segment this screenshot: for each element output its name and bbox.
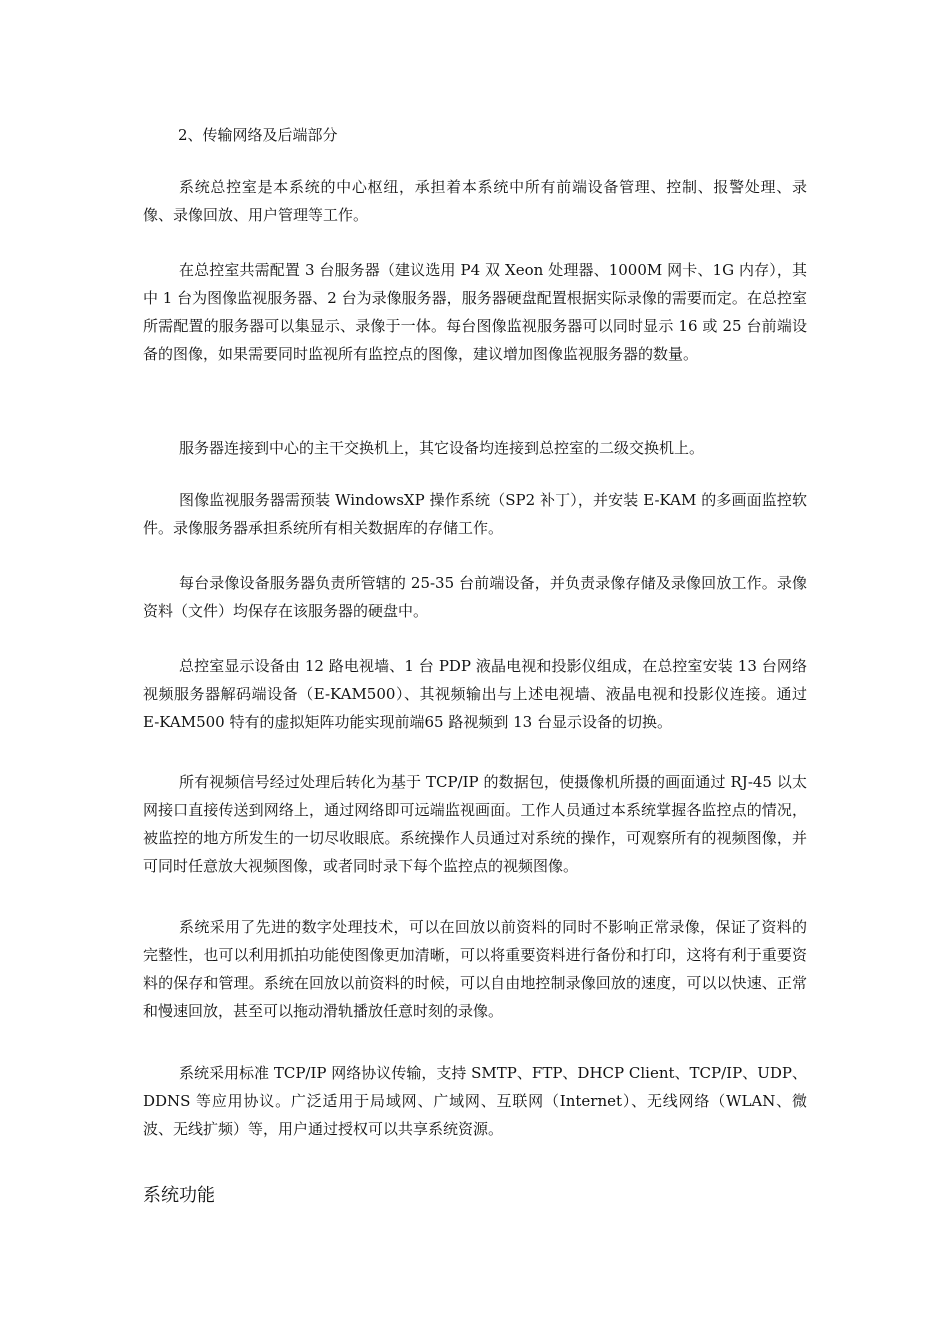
paragraph-protocols: 系统采用标准 TCP/IP 网络协议传输，支持 SMTP、FTP、DHCP Client、TCP/IP、UDP、DDNS 等应用协议。广泛适用于局域网、广域网、互联网（Internet）、无线网络（WLAN、微波、无线扩频）等，用户通过授权可以共享系统资源。 [143,1064,807,1138]
paragraph-servers: 在总控室共需配置 3 台服务器（建议选用 P4 双 Xeon 处理器、1000M 网卡、1G 内存），其中 1 台为图像监视服务器、2 台为录像服务器，服务器硬盘配置根据实际录像的需要而定。在总控室所需配置的服务器可以集显示、录像于一体。每台图像监视服务器可以同时显示 16 或 25 台前端设备的图像，如果需要同时监视所有监控点的图像，建议增加图像监视服务器的数量。 [143,261,807,363]
paragraph-digital-processing: 系统采用了先进的数字处理技术，可以在回放以前资料的同时不影响正常录像，保证了资料的完整性，也可以利用抓拍功能使图像更加清晰，可以将重要资料进行备份和打印，这将有利于重要资料的保存和管理。系统在回放以前资料的时候，可以自由地控制录像回放的速度，可以以快速、正常和慢速回放，甚至可以拖动滑轨播放任意时刻的录像。 [143,918,807,1020]
section-title: 系统功能 [143,1185,215,1206]
paragraph-control-room: 系统总控室是本系统的中心枢纽，承担着本系统中所有前端设备管理、控制、报警处理、录像、录像回放、用户管理等工作。 [143,178,807,224]
paragraph-monitoring-software: 图像监视服务器需预装 WindowsXP 操作系统（SP2 补丁），并安装 E-KAM 的多画面监控软件。录像服务器承担系统所有相关数据库的存储工作。 [143,491,807,537]
paragraph-video-signals: 所有视频信号经过处理后转化为基于 TCP/IP 的数据包，使摄像机所摄的画面通过 RJ-45 以太网接口直接传送到网络上，通过网络即可远端监视画面。工作人员通过本系统掌握各监控点的情况，被监控的地方所发生的一切尽收眼底。系统操作人员通过对系统的操作，可观察所有的视频图像，并可同时任意放大视频图像，或者同时录下每个监控点的视频图像。 [143,773,807,875]
paragraph-display-devices: 总控室显示设备由 12 路电视墙、1 台 PDP 液晶电视和投影仪组成，在总控室安装 13 台网络视频服务器解码端设备（E-KAM500）、其视频输出与上述电视墙、液晶电视和投影仪连接。通过 E-KAM500 特有的虚拟矩阵功能实现前端65 路视频到 13 台显示设备的切换。 [143,657,807,731]
subheading: 2、传输网络及后端部分 [178,126,338,144]
paragraph-recording-servers: 每台录像设备服务器负责所管辖的 25-35 台前端设备，并负责录像存储及录像回放工作。录像资料（文件）均保存在该服务器的硬盘中。 [143,574,807,620]
paragraph-switches: 服务器连接到中心的主干交换机上，其它设备均连接到总控室的二级交换机上。 [179,439,705,457]
